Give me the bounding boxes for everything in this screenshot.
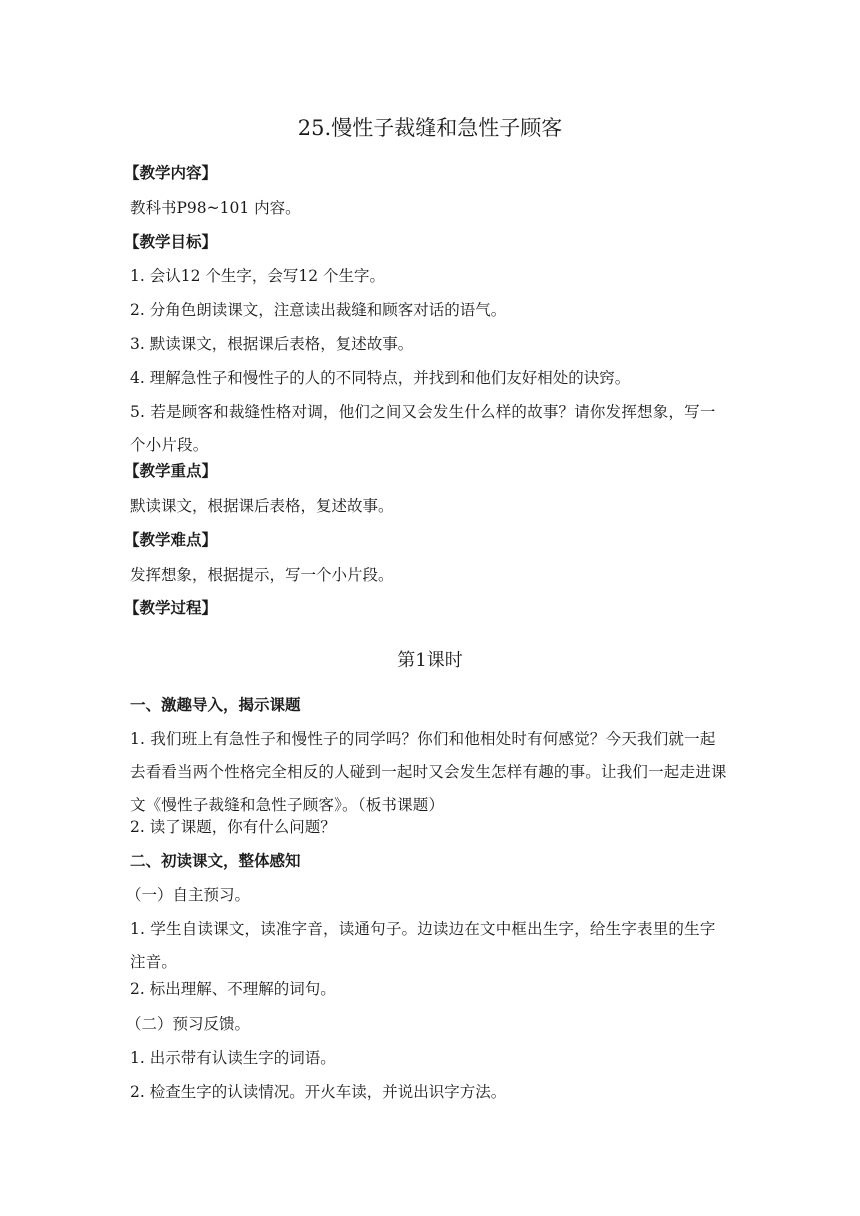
teaching-content-heading: 【教学内容】 [124,164,218,182]
sub1-item: 1. 学生自读课文，读准字音，读通句子。边读边在文中框出生字，给生字表里的生字注音。 [130,920,716,971]
sub1-item: 2. 标出理解、不理解的词句。 [130,980,336,998]
sub-heading: （一）自主预习。 [126,886,251,904]
sub-heading: （二）预习反馈。 [126,1015,251,1033]
goal-item: 5. 若是顾客和裁缝性格对调，他们之间又会发生什么样的故事？请你发挥想象，写一个小片段。 [130,403,716,454]
part1-heading: 一、激趣导入，揭示课题 [130,696,301,714]
teaching-difficulty-text: 发挥想象，根据提示，写一个小片段。 [130,566,394,584]
goal-item: 4. 理解急性子和慢性子的人的不同特点，并找到和他们友好相处的诀窍。 [130,369,631,387]
document-title: 25.慢性子裁缝和急性子顾客 [297,116,563,140]
lesson-title: 第1课时 [397,650,463,671]
sub2-item: 2. 检查生字的认读情况。开火车读，并说出识字方法。 [130,1083,507,1101]
part1-item: 1. 我们班上有急性子和慢性子的同学吗？你们和他相处时有何感觉？今天我们就一起去看看当两个性格完全相反的人碰到一起时又会发生怎样有趣的事。让我们一起走进课文《慢性子裁缝和急性子顾客》。（板书课题） [130,730,727,814]
teaching-content-text: 教科书P98~101 内容。 [130,199,301,217]
teaching-key-text: 默读课文，根据课后表格，复述故事。 [130,497,394,515]
teaching-difficulty-heading: 【教学难点】 [124,531,218,549]
teaching-goals-heading: 【教学目标】 [124,233,218,251]
sub2-item: 1. 出示带有认读生字的词语。 [130,1049,336,1067]
part2-heading: 二、初读课文，整体感知 [130,852,301,870]
goal-item: 2. 分角色朗读课文，注意读出裁缝和顾客对话的语气。 [130,301,507,319]
part1-item: 2. 读了课题，你有什么问题？ [130,818,336,836]
teaching-process-heading: 【教学过程】 [124,599,218,617]
teaching-key-heading: 【教学重点】 [124,462,218,480]
goal-item: 3. 默读课文，根据课后表格，复述故事。 [130,335,414,353]
goal-item: 1. 会认12 个生字，会写12 个生字。 [130,267,386,285]
